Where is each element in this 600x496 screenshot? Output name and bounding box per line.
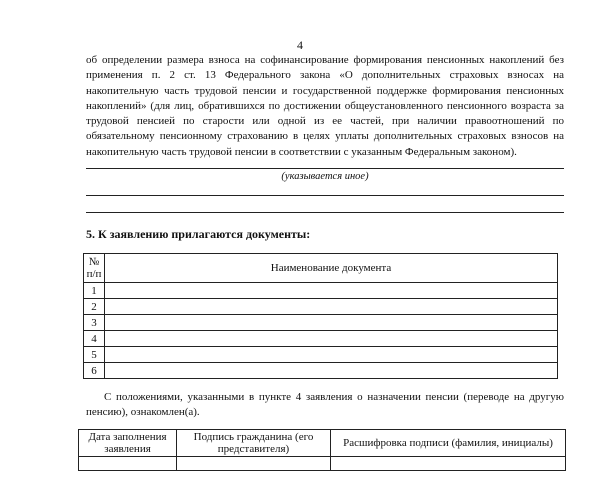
table-row: [84, 315, 558, 331]
acknowledgement-paragraph: С положениями, указанными в пункте 4 заявления о назначении пенсии (переводе на другую пенсию), ознакомлен(а).: [86, 391, 564, 419]
document-name-cell[interactable]: [105, 331, 558, 347]
page-number: 4: [297, 38, 303, 52]
documents-table: [83, 253, 558, 379]
table-row: [84, 347, 558, 363]
table-row: [84, 283, 558, 299]
document-name-cell[interactable]: [105, 315, 558, 331]
date-cell[interactable]: [79, 457, 177, 471]
col-decoding-header: Расшифровка подписи (фамилия, инициалы): [331, 430, 566, 457]
col-date-header: Дата заполнения заявления: [79, 430, 177, 457]
col-document-name-header: Наименование документа: [105, 254, 558, 283]
documents-table-header: [84, 254, 558, 283]
fill-line-1: [86, 168, 564, 169]
section-5-title: 5. К заявлению прилагаются документы:: [86, 227, 311, 241]
row-number: 5: [84, 347, 105, 363]
fill-line-3: [86, 212, 564, 213]
row-number: 3: [84, 315, 105, 331]
row-number: 4: [84, 331, 105, 347]
signature-cell[interactable]: [177, 457, 331, 471]
document-name-cell[interactable]: [105, 363, 558, 379]
row-number: 2: [84, 299, 105, 315]
decoding-cell[interactable]: [331, 457, 566, 471]
other-label: (указывается иное): [281, 171, 369, 182]
col-number-header: № п/п: [84, 254, 105, 283]
table-row: [84, 331, 558, 347]
document-name-cell[interactable]: [105, 283, 558, 299]
table-row: [84, 299, 558, 315]
intro-paragraph: об определении размера взноса на софинансирование формирования пенсионных накоплений без применения п. 2 ст. 13 Федерального закона «О дополнительных страховых взносах на накопительную часть трудовой пенсии и государственной поддержке формирования пенсионных накоплений» (для лиц, обратившихся по достижении общеустановленного пенсионного возраста за трудовой пенсией по старости или одной из ее частей, при наличии правоотношений по обязательному пенсионному страхованию в целях уплаты дополнительных страховых взносов на накопительную часть трудовой пенсии в соответствии с указанным Федеральным законом).: [86, 54, 564, 158]
row-number: 6: [84, 363, 105, 379]
signature-row: [79, 457, 566, 471]
document-name-cell[interactable]: [105, 347, 558, 363]
table-row: [84, 363, 558, 379]
document-name-cell[interactable]: [105, 299, 558, 315]
row-number: 1: [84, 283, 105, 299]
signature-table: [78, 429, 566, 471]
signature-table-header: [79, 430, 566, 457]
col-signature-header: Подпись гражданина (его представителя): [177, 430, 331, 457]
fill-line-2: [86, 195, 564, 196]
